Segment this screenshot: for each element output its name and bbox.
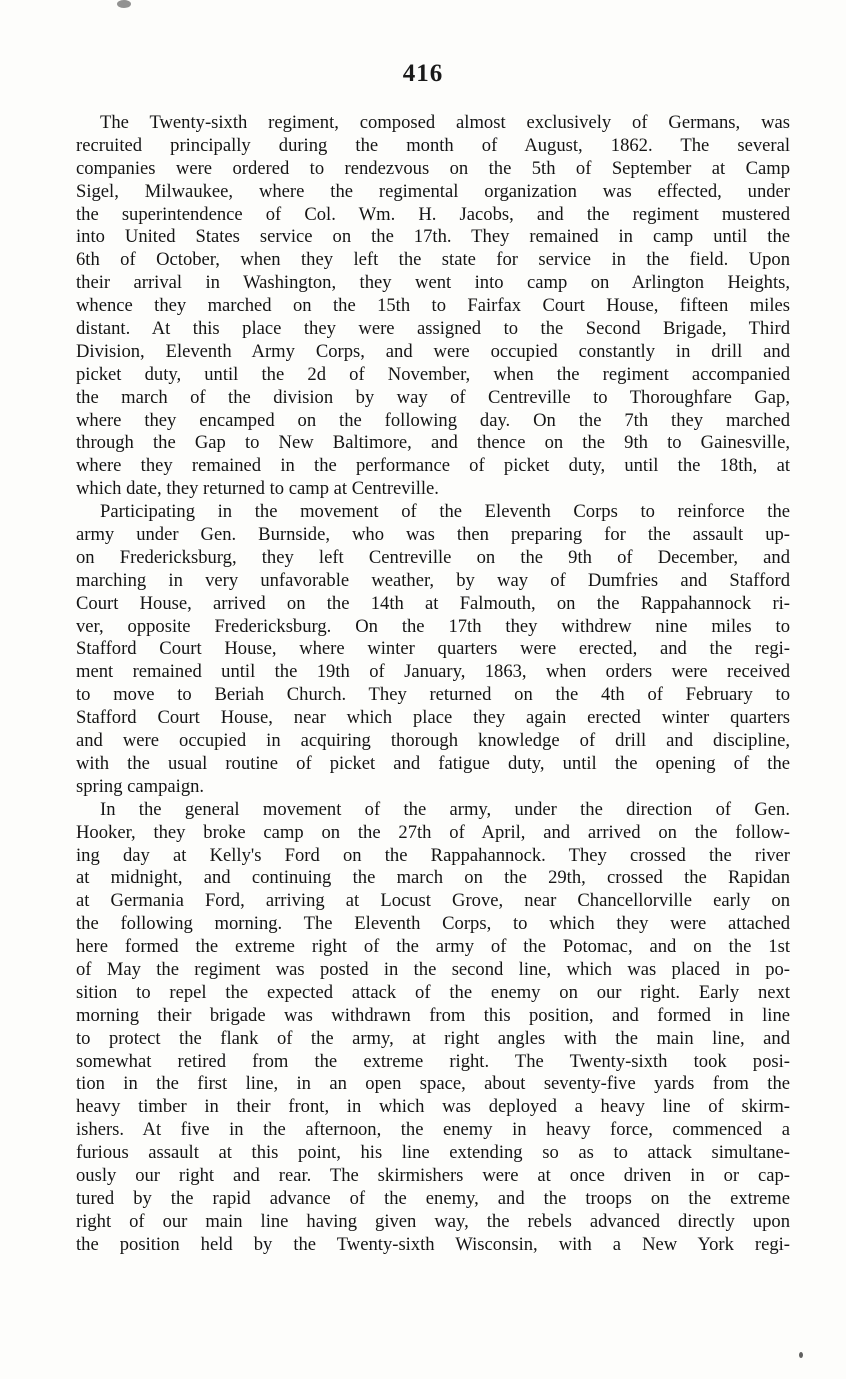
text-line: at Germania Ford, arriving at Locust Grove, near Chancellorville early on <box>76 890 790 912</box>
text-line: through the Gap to New Baltimore, and thence on the 9th to Gainesville, <box>76 432 790 454</box>
text-line: the following morning. The Eleventh Corps, to which they were attached <box>76 913 790 935</box>
text-line: here formed the extreme right of the army of the Potomac, and on the 1st <box>76 936 790 958</box>
text-line: recruited principally during the month of August, 1862. The several <box>76 134 790 156</box>
text-line: where they encamped on the following day. On the 7th they marched <box>76 409 790 431</box>
ink-speck <box>117 0 131 8</box>
text-line: ishers. At five in the afternoon, the enemy in heavy force, commenced a <box>76 1119 790 1141</box>
text-line: sition to repel the expected attack of the enemy on our right. Early next <box>76 981 790 1003</box>
text-line: furious assault at this point, his line extending so as to attack simultane- <box>76 1142 790 1164</box>
text-line: Stafford Court House, where winter quarters were erected, and the regi- <box>76 638 790 660</box>
text-line: spring campaign. <box>76 775 205 797</box>
text-line: Stafford Court House, near which place they again erected winter quarters <box>76 707 790 729</box>
text-line: marching in very unfavorable weather, by way of Dumfries and Stafford <box>76 569 790 591</box>
text-line: Hooker, they broke camp on the 27th of April, and arrived on the follow- <box>76 821 790 843</box>
text-line: ver, opposite Fredericksburg. On the 17th they withdrew nine miles to <box>76 615 790 637</box>
text-line: In the general movement of the army, under the direction of Gen. <box>100 798 790 820</box>
text-line: distant. At this place they were assigned to the Second Brigade, Third <box>76 318 790 340</box>
text-line: 6th of October, when they left the state for service in the field. Upon <box>76 249 790 271</box>
text-line: and were occupied in acquiring thorough knowledge of drill and discipline, <box>76 730 790 752</box>
text-line: Participating in the movement of the Eleventh Corps to reinforce the <box>100 501 790 523</box>
text-line: at midnight, and continuing the march on the 29th, crossed the Rapidan <box>76 867 790 889</box>
text-line: morning their brigade was withdrawn from this position, and formed in line <box>76 1004 790 1026</box>
text-line: army under Gen. Burnside, who was then preparing for the assault up- <box>76 524 790 546</box>
text-line: tion in the first line, in an open space, about seventy-five yards from the <box>76 1073 790 1095</box>
text-line: the superintendence of Col. Wm. H. Jacobs, and the regiment mustered <box>76 203 790 225</box>
text-line: which date, they returned to camp at Centreville. <box>76 478 439 500</box>
text-line: ously our right and rear. The skirmishers were at once driven in or cap- <box>76 1164 790 1186</box>
text-line: whence they marched on the 15th to Fairfax Court House, fifteen miles <box>76 295 790 317</box>
text-line: right of our main line having given way, the rebels advanced directly upon <box>76 1210 790 1232</box>
text-line: the march of the division by way of Centreville to Thoroughfare Gap, <box>76 386 790 408</box>
text-line: into United States service on the 17th. They remained in camp until the <box>76 226 790 248</box>
text-line: Court House, arrived on the 14th at Falmouth, on the Rappahannock ri- <box>76 592 790 614</box>
page-number: 416 <box>402 60 444 87</box>
text-line: Division, Eleventh Army Corps, and were occupied constantly in drill and <box>76 340 790 362</box>
text-line: where they remained in the performance of picket duty, until the 18th, at <box>76 455 790 477</box>
text-line: on Fredericksburg, they left Centreville on the 9th of December, and <box>76 546 790 568</box>
text-line: to protect the flank of the army, at right angles with the main line, and <box>76 1027 790 1049</box>
text-line: to move to Beriah Church. They returned on the 4th of February to <box>76 684 790 706</box>
text-line: ment remained until the 19th of January, 1863, when orders were received <box>76 661 790 683</box>
text-line: tured by the rapid advance of the enemy, and the troops on the extreme <box>76 1187 790 1209</box>
text-line: Sigel, Milwaukee, where the regimental organization was effected, under <box>76 180 790 202</box>
text-line: the position held by the Twenty-sixth Wisconsin, with a New York regi- <box>76 1233 790 1255</box>
body-text <box>76 112 790 1257</box>
text-line: of May the regiment was posted in the second line, which was placed in po- <box>76 958 790 980</box>
text-line: somewhat retired from the extreme right. The Twenty-sixth took posi- <box>76 1050 790 1072</box>
text-line: their arrival in Washington, they went into camp on Arlington Heights, <box>76 272 790 294</box>
text-line: heavy timber in their front, in which was deployed a heavy line of skirm- <box>76 1096 790 1118</box>
text-line: with the usual routine of picket and fatigue duty, until the opening of the <box>76 752 790 774</box>
text-line: ing day at Kelly's Ford on the Rappahannock. They crossed the river <box>76 844 790 866</box>
text-line: companies were ordered to rendezvous on the 5th of September at Camp <box>76 157 790 179</box>
text-line: picket duty, until the 2d of November, when the regiment accompanied <box>76 363 790 385</box>
text-line: The Twenty-sixth regiment, composed almost exclusively of Germans, was <box>100 112 790 133</box>
ink-speck <box>799 1352 803 1358</box>
